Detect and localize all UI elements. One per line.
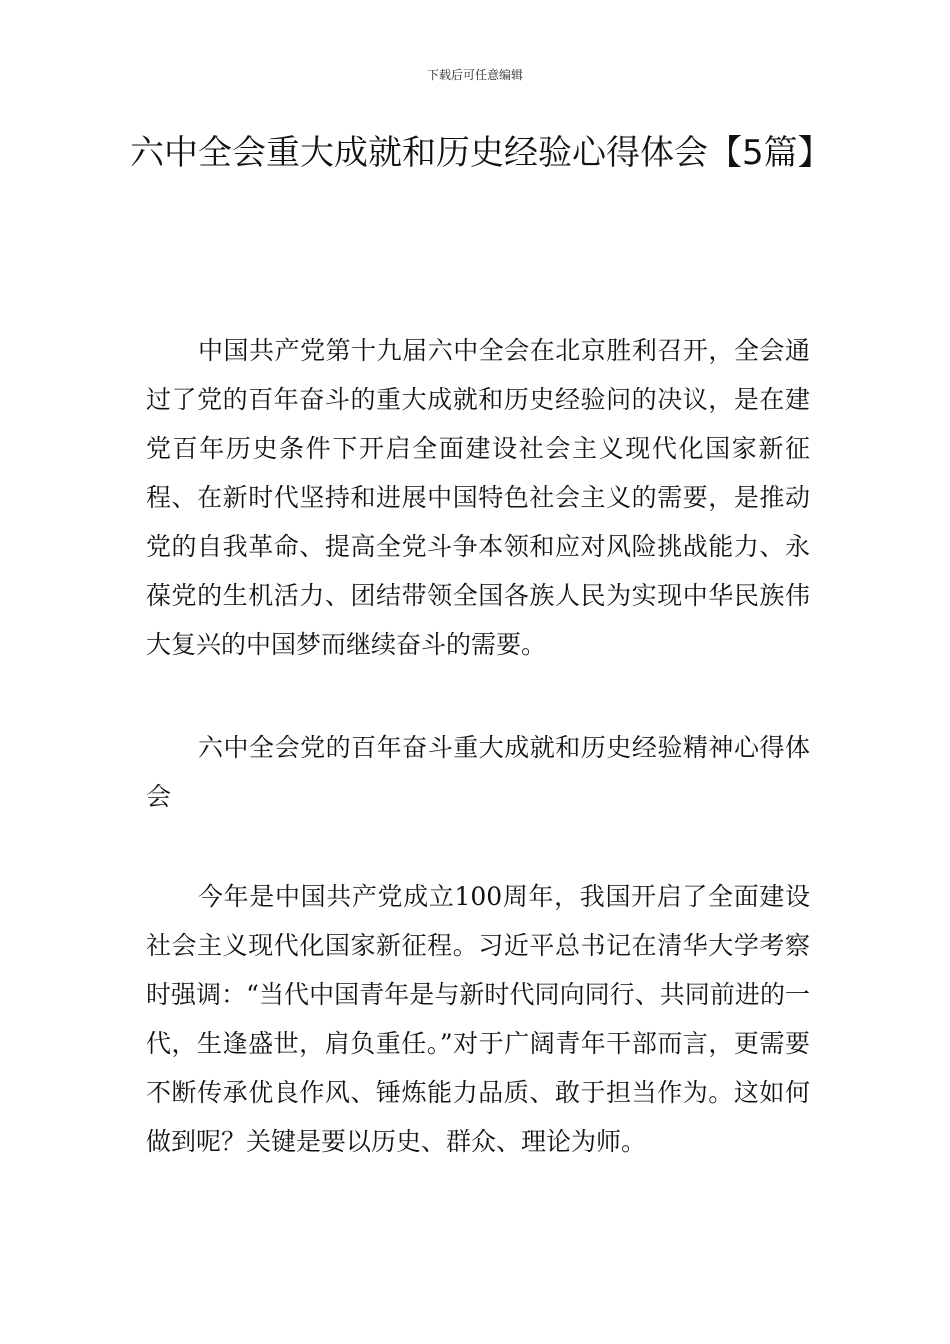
section-heading-paragraph: 六中全会党的百年奋斗重大成就和历史经验精神心得体会 [146, 733, 810, 811]
intro-paragraph: 中国共产党第十九届六中全会在北京胜利召开，全会通过了党的百年奋斗的重大成就和历史经验问的决议，是在建党百年历史条件下开启全面建设社会主义现代化国家新征程、在新时代坚持和进展中国特色社会主义的需要，是推动党的自我革命、提高全党斗争本领和应对风险挑战能力、永葆党的生机活力、团结带领全国各族人民为实现中华民族伟大复兴的中国梦而继续奋斗的需要。 [146, 336, 810, 659]
document-title: 六中全会重大成就和历史经验心得体会【5篇】 [130, 133, 832, 173]
body-paragraph: 今年是中国共产党成立100周年，我国开启了全面建设社会主义现代化国家新征程。习近平总书记在清华大学考察时强调：“当代中国青年是与新时代同向同行、共同前进的一代，生逢盛世，肩负重任。”对于广阔青年干部而言，更需要不断传承优良作风、锤炼能力品质、敢于担当作为。这如何做到呢？关键是要以历史、群众、理论为师。 [146, 882, 810, 1156]
header-note: 下载后可任意编辑 [426, 68, 523, 82]
